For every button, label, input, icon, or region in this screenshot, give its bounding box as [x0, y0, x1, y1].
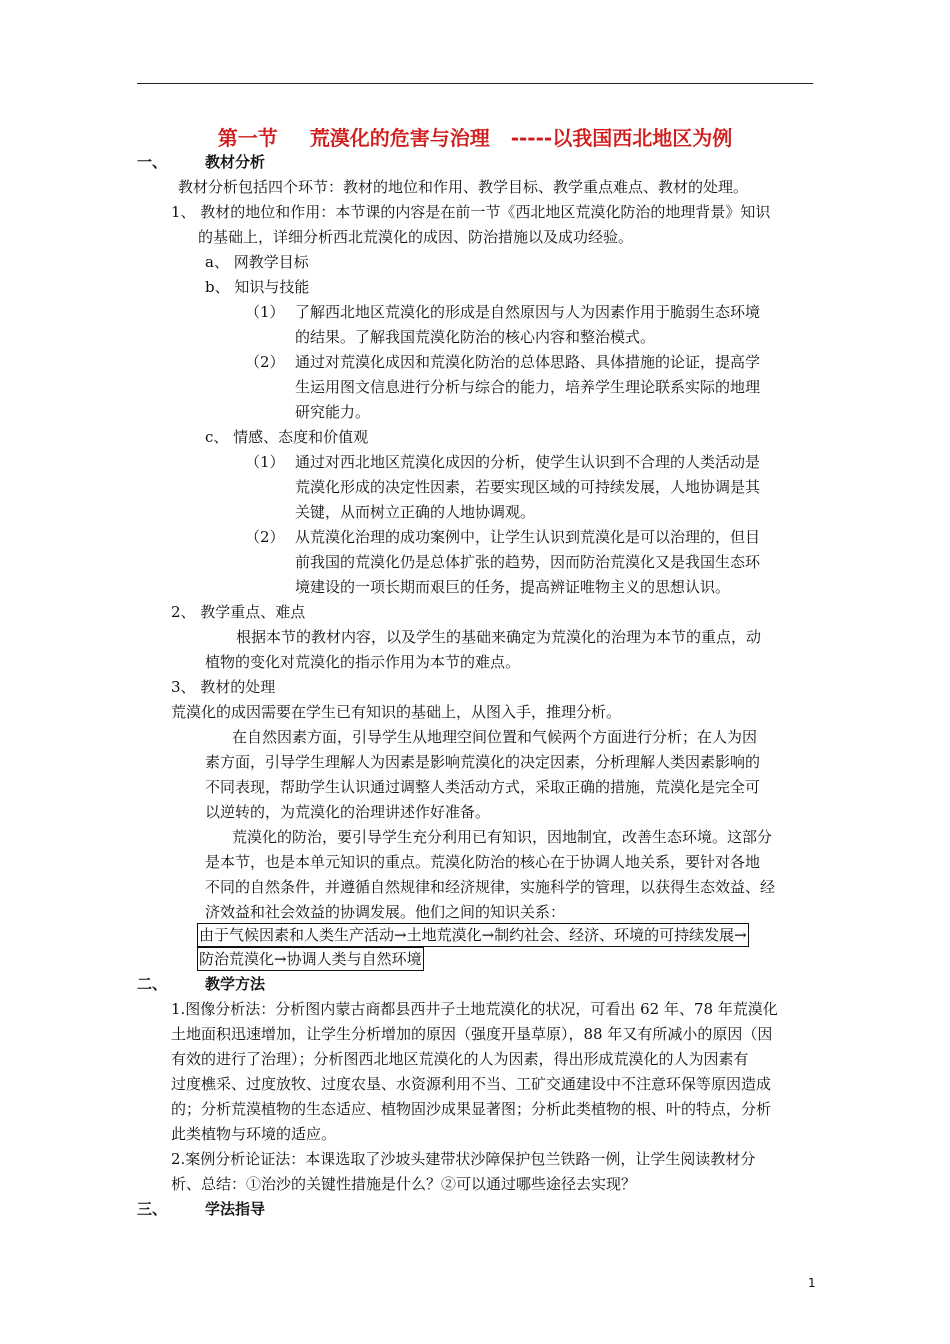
- title-section: 第一节: [217, 126, 278, 150]
- paragraph-line: 1、 教材的地位和作用：本节课的内容是在前一节《西北地区荒漠化防治的地理背景》知识: [171, 203, 771, 221]
- section-label-2: 教学方法: [205, 975, 266, 993]
- paragraph-line: 植物的变化对荒漠化的指示作用为本节的难点。: [205, 653, 521, 671]
- paragraph-line: 的结果。了解我国荒漠化防治的核心内容和整治模式。: [295, 328, 656, 346]
- paragraph-line: 是本节，也是本单元知识的重点。荒漠化防治的核心在于协调人地关系，要针对各地: [205, 853, 761, 871]
- paragraph-line: 根据本节的教材内容，以及学生的基础来确定为荒漠化的治理为本节的重点，动: [236, 628, 762, 646]
- paragraph-line: 素方面，引导学生理解人为因素是影响荒漠化的决定因素，分析理解人类因素影响的: [205, 753, 761, 771]
- list-item: b、 知识与技能: [205, 278, 310, 296]
- paragraph-line: 的；分析荒漠植物的生态适应、植物固沙成果显著图；分析此类植物的根、叶的特点，分析: [171, 1100, 772, 1118]
- paragraph-line: 了解西北地区荒漠化的形成是自然原因与人为因素作用于脆弱生态环境: [295, 303, 761, 321]
- paragraph-line: 生运用图文信息进行分析与综合的能力，培养学生理论联系实际的地理: [295, 378, 761, 396]
- paragraph-line: 析、总结：①治沙的关键性措施是什么？②可以通过哪些途径去实现？: [171, 1175, 637, 1193]
- paragraph-line: 从荒漠化治理的成功案例中，让学生认识到荒漠化是可以治理的，但目: [295, 528, 761, 546]
- paragraph-line: 在自然因素方面，引导学生从地理空间位置和气候两个方面进行分析；在人为因: [232, 728, 758, 746]
- paragraph-line: 荒漠化的成因需要在学生已有知识的基础上，从图入手，推理分析。: [171, 703, 622, 721]
- paragraph-line: 过度樵采、过度放牧、过度农垦、水资源利用不当、工矿交通建设中不注意环保等原因造成: [171, 1075, 772, 1093]
- paragraph-line: 荒漠化的防治，要引导学生充分利用已有知识，因地制宜，改善生态环境。这部分: [232, 828, 773, 846]
- paragraph-line: 关键，从而树立正确的人地协调观。: [295, 503, 536, 521]
- section-label-3: 学法指导: [205, 1200, 266, 1218]
- list-number: （1）: [245, 303, 285, 321]
- paragraph-line: 1.图像分析法：分析图内蒙古商都县西井子土地荒漠化的状况，可看出 62 年、78 年荒漠化: [171, 1000, 778, 1018]
- list-item: 3、 教材的处理: [171, 678, 276, 696]
- paragraph-line: 有效的进行了治理）；分析图西北地区荒漠化的人为因素，得出形成荒漠化的人为因素有: [171, 1050, 749, 1068]
- paragraph-line: 境建设的一项长期而艰巨的任务，提高辨证唯物主义的思想认识。: [295, 578, 731, 596]
- list-number: （2）: [245, 353, 285, 371]
- paragraph-line: 济效益和社会效益的协调发展。他们之间的知识关系：: [205, 903, 566, 921]
- page-number: 1: [808, 1276, 816, 1290]
- list-number: （1）: [245, 453, 285, 471]
- paragraph-line: 此类植物与环境的适应。: [171, 1125, 337, 1143]
- title-subtitle: -----以我国西北地区为例: [510, 126, 733, 150]
- paragraph-line: 前我国的荒漠化仍是总体扩张的趋势，因而防治荒漠化又是我国生态环: [295, 553, 761, 571]
- paragraph-line: 通过对西北地区荒漠化成因的分析，使学生认识到不合理的人类活动是: [295, 453, 761, 471]
- section-heading-3: 三、: [137, 1200, 168, 1218]
- paragraph-line: 以逆转的，为荒漠化的治理讲述作好准备。: [205, 803, 491, 821]
- paragraph-line: 2.案例分析论证法：本课选取了沙坡头建带状沙障保护包兰铁路一例，让学生阅读教材分: [171, 1150, 756, 1168]
- paragraph-line: 通过对荒漠化成因和荒漠化防治的总体思路、具体措施的论证，提高学: [295, 353, 761, 371]
- paragraph-line: 荒漠化形成的决定性因素，若要实现区域的可持续发展，人地协调是其: [295, 478, 761, 496]
- list-number: （2）: [245, 528, 285, 546]
- list-item: c、 情感、态度和价值观: [205, 428, 369, 446]
- section-heading-2: 二、: [137, 975, 168, 993]
- intro-line: 教材分析包括四个环节：教材的地位和作用、教学目标、教学重点难点、教材的处理。: [178, 178, 749, 196]
- relation-box-line-1: 由于气候因素和人类生产活动→土地荒漠化→制约社会、经济、环境的可持续发展→: [197, 923, 749, 947]
- paragraph-line: 土地面积迅速增加，让学生分析增加的原因（强度开垦草原），88 年又有所减小的原因（因: [171, 1025, 773, 1043]
- list-item: 2、 教学重点、难点: [171, 603, 306, 621]
- paragraph-line: 不同表现，帮助学生认识通过调整人类活动方式，采取正确的措施，荒漠化是完全可: [205, 778, 761, 796]
- section-number: 一、: [137, 153, 168, 171]
- paragraph-line: 不同的自然条件，并遵循自然规律和经济规律，实施科学的管理，以获得生态效益、经: [205, 878, 776, 896]
- list-item: a、 网教学目标: [205, 253, 309, 271]
- header-rule: [137, 83, 813, 84]
- relation-box-line-2: 防治荒漠化→协调人类与自然环境: [197, 947, 424, 971]
- section-label-1: 教材分析: [205, 153, 266, 171]
- title-topic: 荒漠化的危害与治理: [309, 126, 490, 150]
- page-title: [137, 122, 813, 151]
- paragraph-line: 研究能力。: [295, 403, 371, 421]
- section-heading-1: [137, 150, 167, 175]
- paragraph-line: 的基础上，详细分析西北荒漠化的成因、防治措施以及成功经验。: [198, 228, 634, 246]
